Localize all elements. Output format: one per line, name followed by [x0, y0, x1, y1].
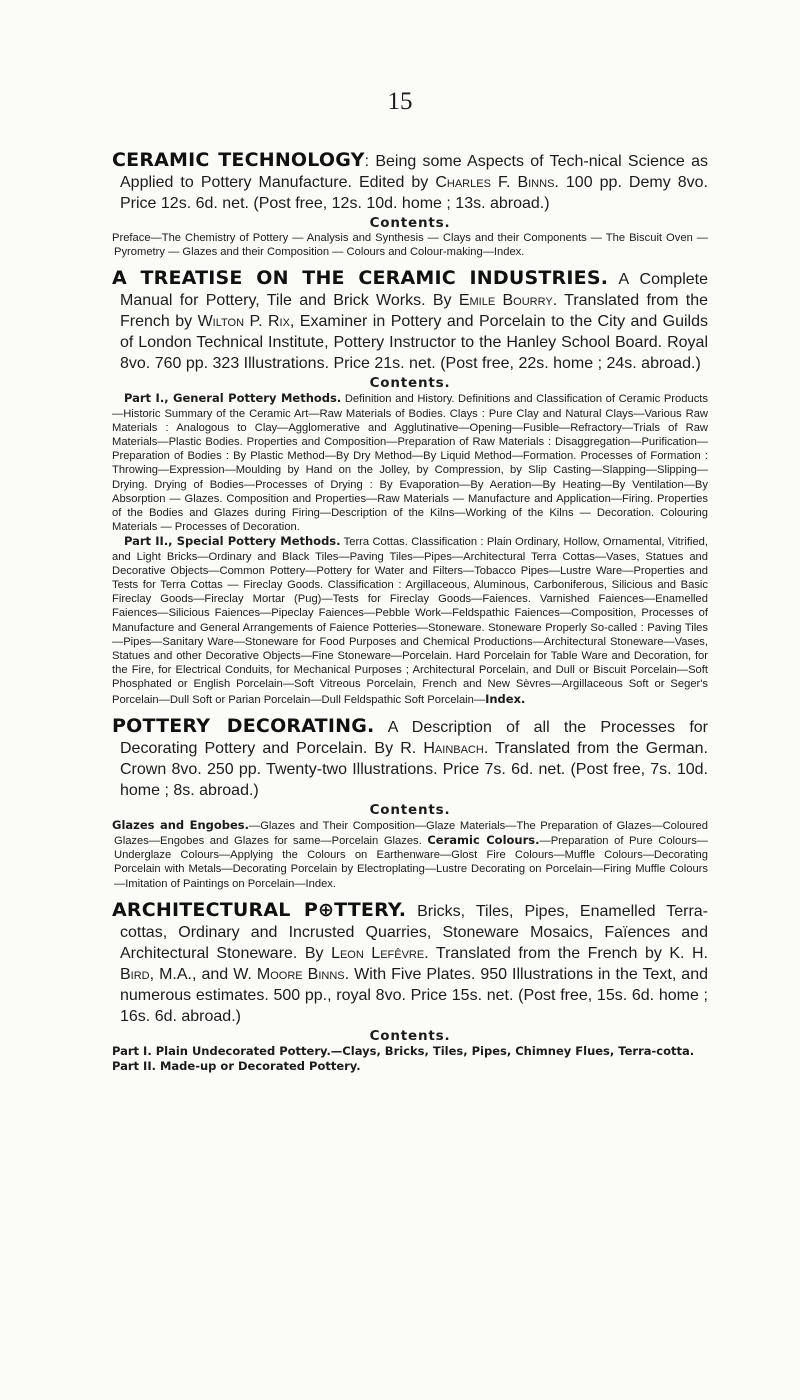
contents-part-1: Part I. Plain Undecorated Pottery.—Clays, Bricks, Tiles, Pipes, Chimney Flues, Terra-cotta. — [112, 1043, 695, 1058]
entry-title: ARCHITECTURAL P⊕TTERY. — [112, 898, 407, 921]
author-name: R. Hainbach — [400, 739, 484, 757]
entry-description: ARCHITECTURAL P⊕TTERY. Bricks, Tiles, Pipes, Enamelled Terra-cottas, Ordinary and Incrusted Quarries, Stoneware Mosaics, Faïences and Architectural Stoneware. By Leon Lefêvre. Translated from the French by K. H. Bird, M.A., and W. Moore Binns. With Five Plates. 950 Illustrations in the Text, and numerous estimates. 500 pp., royal 8vo. Price 15s. net. (Post free, 15s. 6d. home ; 16s. 6d. abroad.) — [112, 898, 709, 1025]
translator-name: K. H. Bird — [120, 944, 709, 983]
book-entry-ceramic-technology — [112, 150, 708, 259]
translator-name: W. Moore Binns — [233, 965, 345, 983]
entry-title: POTTERY DECORATING. — [112, 714, 375, 737]
book-entry-pottery-decorating — [112, 716, 708, 891]
contents-heading: Contents. — [369, 801, 451, 818]
contents-part-1: Part I., General Pottery Methods. Definition and History. Definitions and Classification of Ceramic Products—Historic Summary of the Ceramic Art—Raw Materials of Bodies. Clays : Pure Clay and Natural Clays—Various Raw Materials : Analogous to Clay—Agglomerative and Agglutinative—Opening—Fusible—Refractory—Trials of Raw Materials—Plastic Bodies. Properties and Composition—Preparation of Raw Materials : Disaggregation—Purification—Preparation of Bodies : By Plastic Method—By Dry Method—By Liquid Method—Formation. Processes of Formation : Throwing—Expression—Moulding by Hand on the Jolley, by Compression, by Slip Casting—Slapping—Slipping—Drying. Drying of Bodies—Processes of Drying : By Evaporation—By Aeration—By Heating—By Ventilation—By Absorption — Glazes. Composition and Properties—Raw Materials — Manufacture and Application—Firing. Properties of the Bodies and Glazes during Firing—Description of the Kilns—Working of the Kilns — Decoration. Colouring Materials — Processes of Decoration. — [112, 391, 708, 534]
entry-description: A TREATISE ON THE CERAMIC INDUSTRIES. A Complete Manual for Pottery, Tile and Brick Works. By Emile Bourry. Translated from the French by Wilton P. Rix, Examiner in Pottery and Porcelain to the City and Guilds of London Technical Institute, Pottery Instructor to the Hanley School Board. Royal 8vo. 760 pp. 323 Illustrations. Price 21s. net. (Post free, 22s. home ; 24s. abroad.) — [112, 267, 709, 373]
page-number: 15 — [387, 88, 413, 115]
entry-description: CERAMIC TECHNOLOGY: Being some Aspects of Tech-nical Science as Applied to Pottery Manufacture. Edited by Charles F. Binns. 100 pp. Demy 8vo. Price 12s. 6d. net. (Post free, 12s. 10d. home ; 13s. abroad.) — [112, 149, 709, 212]
author-name: Emile Bourry — [458, 292, 553, 310]
contents-text: Glazes and Engobes.—Glazes and Their Composition—Glaze Materials—The Preparation of Glazes—Coloured Glazes—Engobes and Glazes for same—Porcelain Glazes. Ceramic Colours.—Preparation of Pure Colours—Underglaze Colours—Applying the Colours on Earthenware—Glost Fire Colours—Muffle Colours—Decorating Porcelain with Metals—Decorating Porcelain by Electroplating—Lustre Decorating on Porcelain—Firing Muffle Colours—Imitation of Paintings on Porcelain—Index. — [112, 817, 708, 890]
contents-part-2: Part II., Special Pottery Methods. Terra Cottas. Classification : Plain Ordinary, Hollow, Ornamental, Vitrified, and Light Bricks—Ordinary and Black Tiles—Paving Tiles—Pipes—Architectural Terra Cottas—Vases, Statues and Decorative Objects—Common Pottery—Pottery for Water and Filters—Tobacco Pipes—Lustre Ware—Properties and Tests for Terra Cottas — Fireclay Goods. Classification : Argillaceous, Aluminous, Carboniferous, Silicious and Basic Fireclay Goods—Fireclay Mortar (Pug)—Tests for Fireclay Goods—Faiences. Varnished Faiences—Enamelled Faiences—Silicious Faiences—Pipeclay Faiences—Pebble Work—Feldspathic Faiences—Composition, Processes of Manufacture and General Arrangements of Faience Potteries—Stoneware. Stoneware Properly So-called : Paving Tiles—Pipes—Sanitary Ware—Stoneware for Food Purposes and Chemical Productions—Architectural Stoneware—Vases, Statues and other Decorative Objects—Fine Stoneware—Porcelain. Hard Porcelain for Table Ware and Decoration, for the Fire, for Electrical Conduits, for Mechanical Purposes ; Architectural Porcelain, and Dull or Biscuit Porcelain—Soft Phosphated or English Porcelain—Soft Vitreous Porcelain, French and New Sèvres—Argillaceous Soft or Seger's Porcelain—Dull Soft or Parian Porcelain—Dull Feldspathic Soft Porcelain—Index. — [112, 534, 708, 706]
translator-name: Wilton P. Rix — [197, 313, 290, 331]
author-name: Charles F. Binns — [435, 174, 555, 191]
entry-title: CERAMIC TECHNOLOGY — [112, 149, 365, 171]
contents-part-2: Part II. Made-up or Decorated Pottery. — [112, 1059, 361, 1074]
author-name: Leon Lefêvre — [331, 944, 425, 962]
contents-heading: Contents. — [369, 375, 451, 392]
entry-title: A TREATISE ON THE CERAMIC INDUSTRIES. — [112, 267, 609, 290]
entry-description: POTTERY DECORATING. A Description of all the Processes for Decorating Pottery and Porcelain. By R. Hainbach. Translated from the German. Crown 8vo. 250 pp. Twenty-two Illustrations. Price 7s. 6d. net. (Post free, 7s. 10d. home ; 8s. abroad.) — [112, 714, 708, 799]
contents-text: Preface—The Chemistry of Pottery — Analysis and Synthesis — Clays and their Components — The Biscuit Oven — Pyrometry — Glazes and their Composition — Colours and Colour-making—Index. — [112, 232, 708, 259]
book-entry-ceramic-industries — [112, 268, 708, 706]
contents-heading: Contents. — [369, 1027, 451, 1044]
contents-heading: Contents. — [369, 215, 451, 231]
book-entry-architectural-pottery — [112, 900, 708, 1074]
page-content — [112, 150, 708, 1083]
